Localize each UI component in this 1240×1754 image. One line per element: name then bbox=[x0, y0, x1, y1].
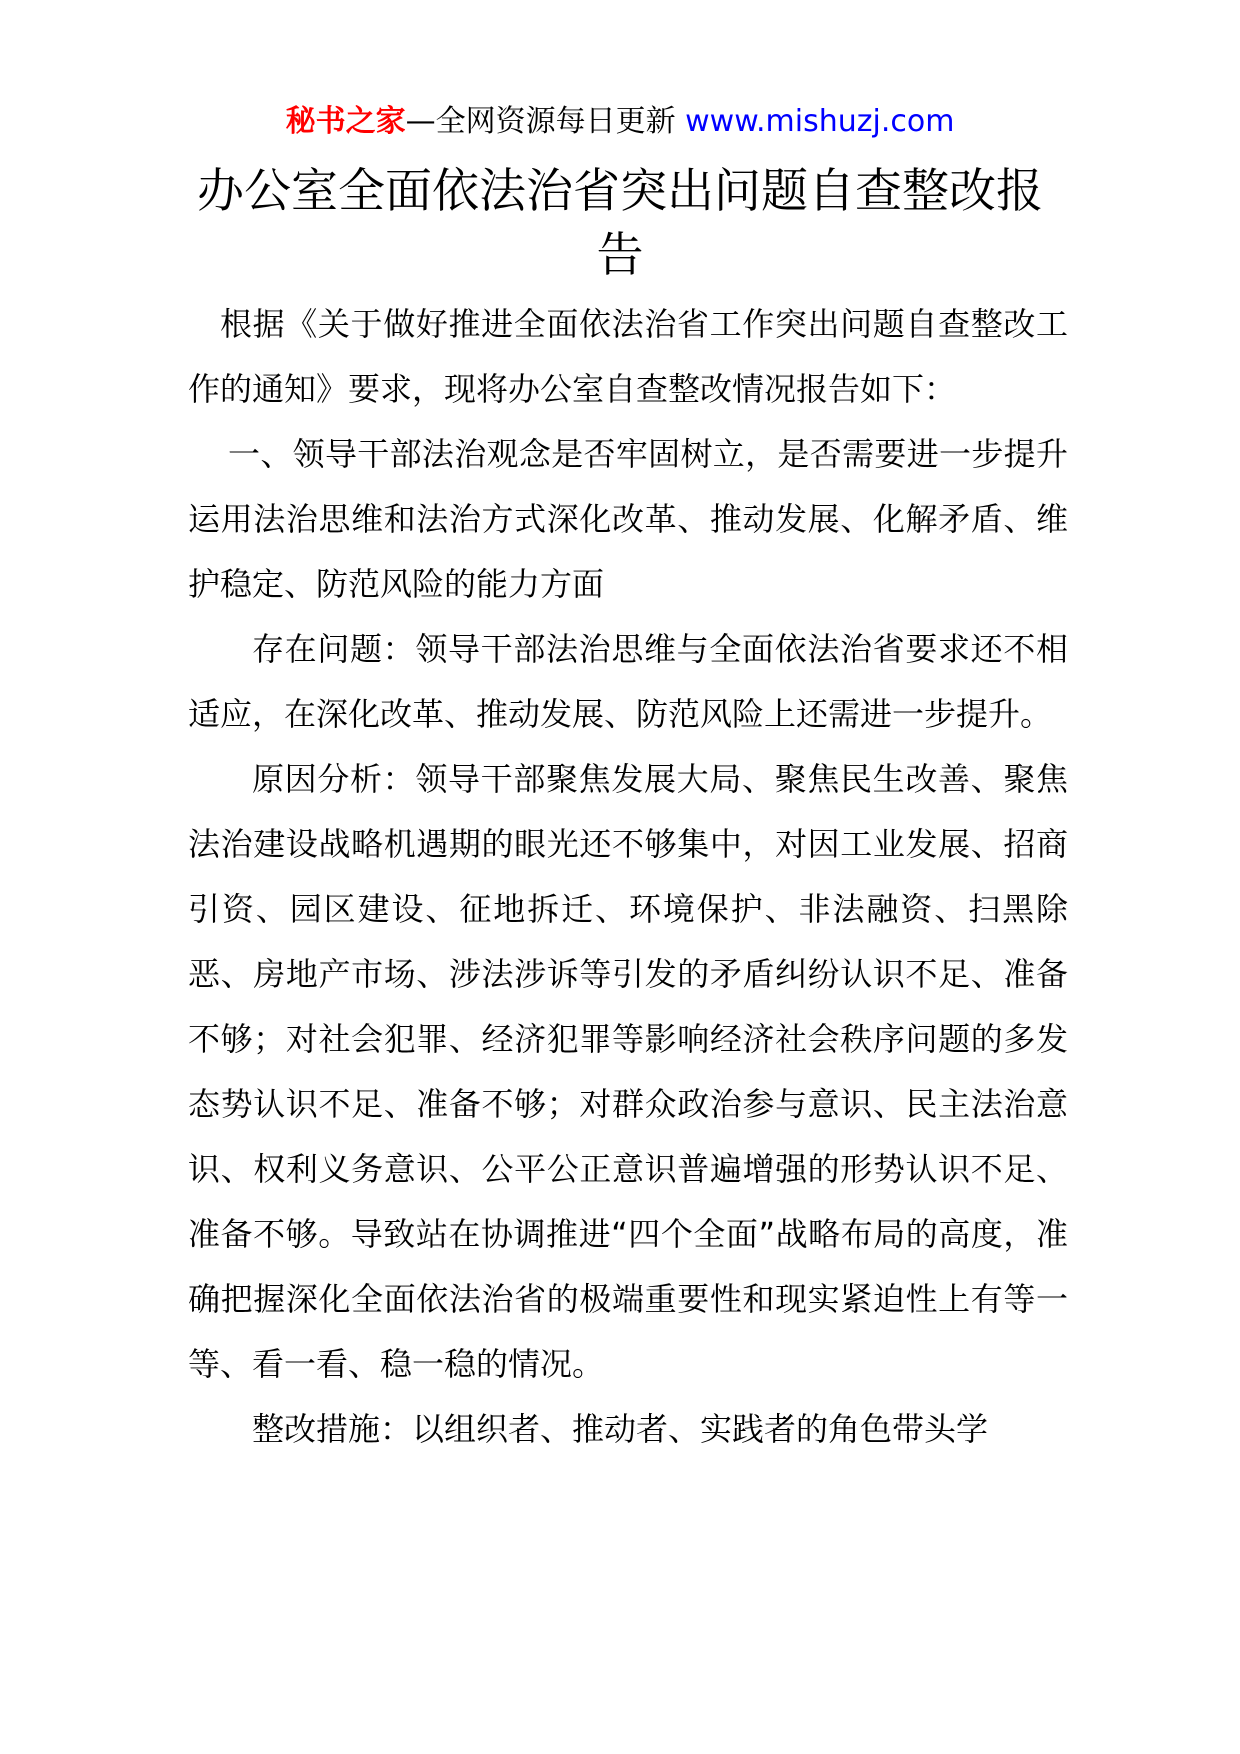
site-header bbox=[0, 100, 1240, 144]
site-tagline: —全网资源每日更新 bbox=[405, 104, 686, 139]
intro-paragraph: 根据《关于做好推进全面依法治省工作突出问题自查整改工作的通知》要求，现将办公室自查整改情况报告如下： bbox=[188, 305, 1068, 408]
site-brand: 秘书之家 bbox=[285, 104, 406, 139]
problem-paragraph: 存在问题：领导干部法治思维与全面依法治省要求还不相适应，在深化改革、推动发展、防范风险上还需进一步提升。 bbox=[188, 630, 1068, 733]
site-url-link[interactable]: www.mishuzj.com bbox=[685, 104, 955, 139]
document-title: 办公室全面依法治省突出问题自查整改报告 bbox=[197, 164, 1043, 283]
document-body bbox=[188, 292, 1068, 1462]
cause-paragraph: 原因分析：领导干部聚焦发展大局、聚焦民生改善、聚焦法治建设战略机遇期的眼光还不够集中，对因工业发展、招商引资、园区建设、征地拆迁、环境保护、非法融资、扫黑除恶、房地产市场、涉法涉诉等引发的矛盾纠纷认识不足、准备不够；对社会犯罪、经济犯罪等影响经济社会秩序问题的多发态势认识不足、准备不够；对群众政治参与意识、民主法治意识、权利义务意识、公平公正意识普遍增强的形势认识不足、准备不够。导致站在协调推进“四个全面”战略布局的高度，准确把握深化全面依法治省的极端重要性和现实紧迫性上有等一等、看一看、稳一稳的情况。 bbox=[188, 760, 1068, 1383]
section-heading: 一、领导干部法治观念是否牢固树立，是否需要进一步提升运用法治思维和法治方式深化改革、推动发展、化解矛盾、维护稳定、防范风险的能力方面 bbox=[188, 435, 1068, 603]
measures-paragraph: 整改措施：以组织者、推动者、实践者的角色带头学 bbox=[252, 1410, 989, 1448]
